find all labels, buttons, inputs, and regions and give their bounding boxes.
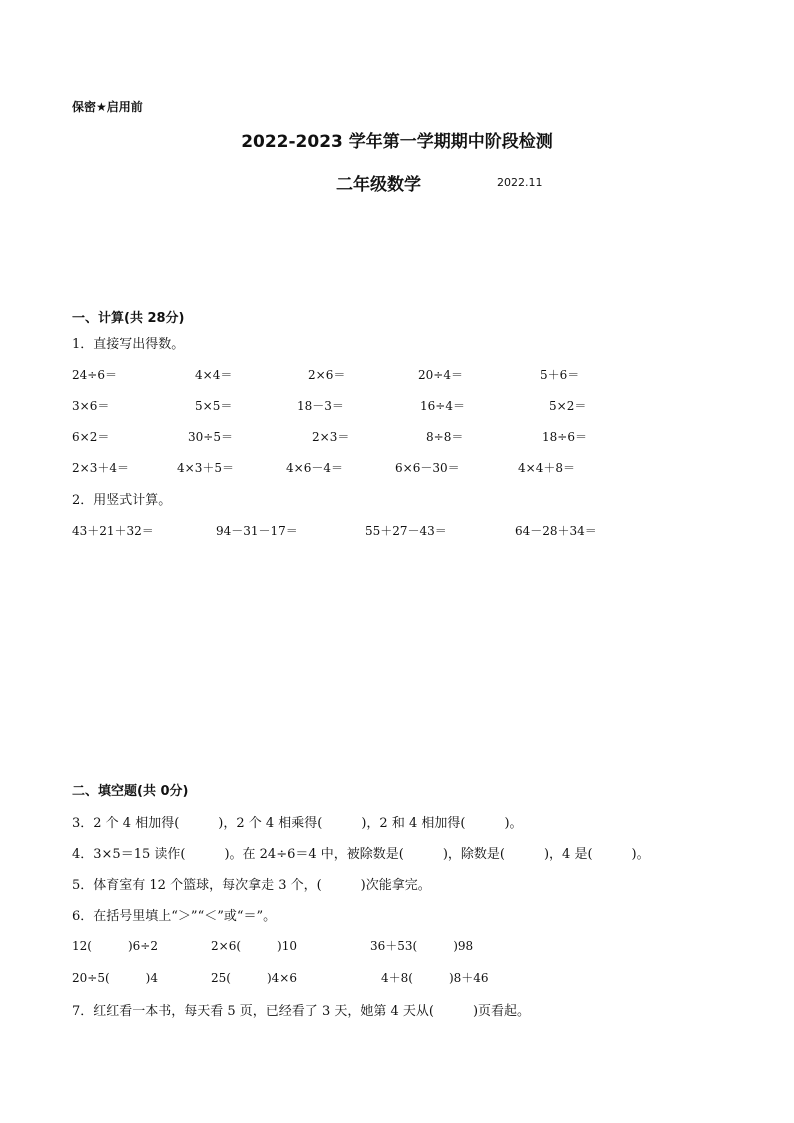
confidential-label: 保密★启用前 xyxy=(72,100,143,114)
question-2-prompt: 2．用竖式计算。 xyxy=(72,493,172,508)
question-5: 5．体育室有 12 个篮球，每次拿走 3 个，( )次能拿完。 xyxy=(72,878,431,893)
question-6-prompt: 6．在括号里填上“＞”“＜”或“＝”。 xyxy=(72,909,277,924)
q1-item: 16÷4＝ xyxy=(420,399,465,413)
q1-item: 18÷6＝ xyxy=(542,430,587,444)
q6-item: 2×6( )10 xyxy=(211,939,297,953)
q2-item: 94－31－17＝ xyxy=(216,524,298,538)
q1-item: 4×4＝ xyxy=(195,368,233,382)
question-1-prompt: 1．直接写出得数。 xyxy=(72,337,185,352)
q6-item: 36＋53( )98 xyxy=(370,939,474,953)
q2-item: 55＋27－43＝ xyxy=(365,524,447,538)
q6-item: 4＋8( )8＋46 xyxy=(381,971,489,985)
q1-item: 8÷8＝ xyxy=(426,430,464,444)
q1-item: 5＋6＝ xyxy=(540,368,580,382)
q1-item: 3×6＝ xyxy=(72,399,110,413)
q1-item: 24÷6＝ xyxy=(72,368,117,382)
q1-item: 2×3＋4＝ xyxy=(72,461,129,475)
q1-item: 5×5＝ xyxy=(195,399,233,413)
question-3: 3．2 个 4 相加得( )，2 个 4 相乘得( )，2 和 4 相加得( )。 xyxy=(72,816,523,831)
q6-item: 25( )4×6 xyxy=(211,971,297,985)
section-2-title: 二、填空题(共 0分) xyxy=(72,784,189,799)
exam-date: 2022.11 xyxy=(497,176,543,189)
q1-item: 4×3＋5＝ xyxy=(177,461,234,475)
q1-item: 4×6－4＝ xyxy=(286,461,343,475)
q1-item: 18－3＝ xyxy=(297,399,344,413)
q6-item: 12( )6÷2 xyxy=(72,939,158,953)
q1-item: 2×6＝ xyxy=(308,368,346,382)
q1-item: 4×4＋8＝ xyxy=(518,461,575,475)
q1-item: 30÷5＝ xyxy=(188,430,233,444)
q1-item: 2×3＝ xyxy=(312,430,350,444)
section-1-title: 一、计算(共 28分) xyxy=(72,311,185,326)
q2-item: 43＋21＋32＝ xyxy=(72,524,154,538)
q1-item: 5×2＝ xyxy=(549,399,587,413)
q1-item: 6×6－30＝ xyxy=(395,461,460,475)
question-4: 4．3×5＝15 读作( )。在 24÷6＝4 中，被除数是( )，除数是( )，4 是( )。 xyxy=(72,847,650,862)
q6-item: 20÷5( )4 xyxy=(72,971,158,985)
q1-item: 20÷4＝ xyxy=(418,368,463,382)
question-7: 7．红红看一本书，每天看 5 页，已经看了 3 天，她第 4 天从( )页看起。 xyxy=(72,1004,531,1019)
q1-item: 6×2＝ xyxy=(72,430,110,444)
exam-title: 2022-2023 学年第一学期期中阶段检测 xyxy=(241,132,553,152)
exam-subtitle: 二年级数学 xyxy=(336,175,421,195)
q2-item: 64－28＋34＝ xyxy=(515,524,597,538)
